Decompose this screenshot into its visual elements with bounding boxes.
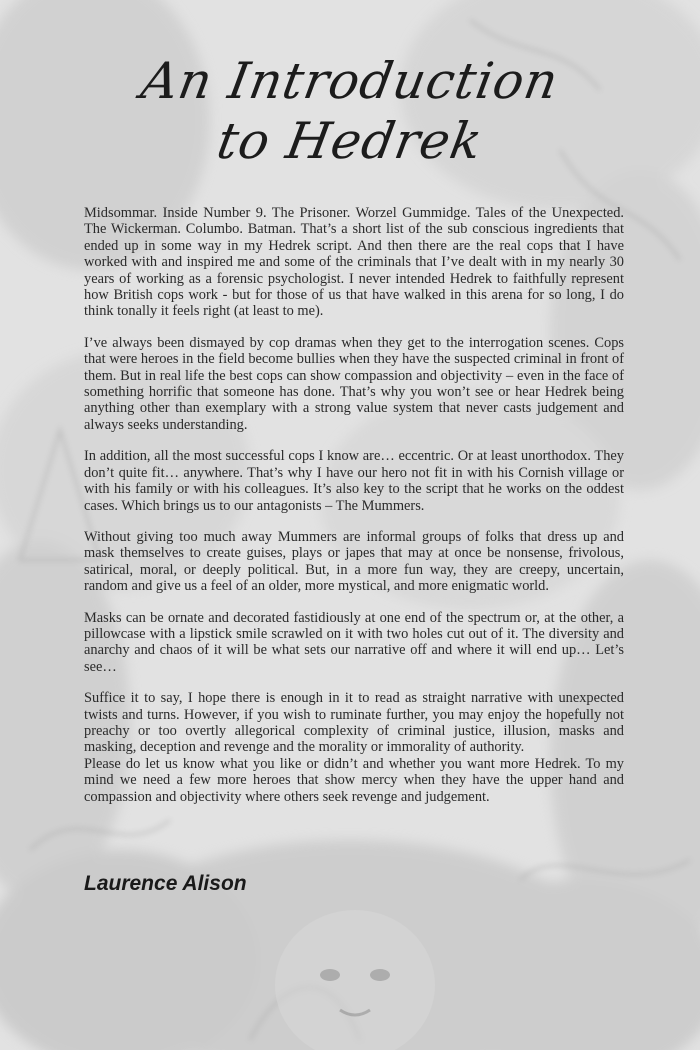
paragraph-5: Masks can be ornate and decorated fastidiously at one end of the spectrum or, at the other, a pillowcase with a lipstick smile scrawled on it with two holes cut out of it. The diversity and anarchy and chaos of it will be what sets our narrative off and where it will end up… Let’s see… — [84, 609, 624, 675]
article-body — [84, 205, 624, 820]
paragraph-2: I’ve always been dismayed by cop dramas when they get to the interrogation scenes. Cops that were heroes in the field become bullies when they have the suspected criminal in front of them. But in real life the best cops can show compassion and objectivity – even in the face of something horrific that someone has done. That’s why you won’t see or hear Hedrek being anything other than exemplary with a strong value system that never casts judgement and always seeks understanding. — [84, 334, 624, 433]
paragraph-3: In addition, all the most successful cops I know are… eccentric. Or at least unorthodox. They don’t quite fit… anywhere. That’s why I have our hero not fit in with his Cornish village or with his family or with his colleagues. It’s also key to the script that he works on the oddest cases. Which brings us to our antagonists – The Mummers. — [84, 448, 624, 514]
paragraph-1: Midsommar. Inside Number 9. The Prisoner. Worzel Gummidge. Tales of the Unexpected. The Wickerman. Columbo. Batman. That’s a short list of the sub conscious ingredients that ended up in some way in my Hedrek script. And then there are the real cops that I have worked with and inspired me and some of the criminals that I’ve dealt with in my nearly 30 years of working as a forensic psychologist. I never intended Hedrek to faithfully represent how British cops work - but for those of us that have walked in this arena for so long, I do think tonally it feels right (at least to me). — [84, 205, 624, 320]
paragraph-6: Suffice it to say, I hope there is enough in it to read as straight narrative with unexpected twists and turns. However, if you wish to ruminate further, you may enjoy the hopefully not preachy or too overtly allegorical complexity of criminal justice, illusion, masks and masking, deception and revenge and the morality or immorality of authority. — [84, 690, 624, 756]
author-signature: Laurence Alison — [84, 872, 247, 895]
paragraph-7: Please do let us know what you like or didn’t and whether you want more Hedrek. To my mind we need a few more heroes that show mercy when they have the upper hand and compassion and objectivity where others seek revenge and judgement. — [84, 755, 624, 805]
title-line-2: to Hedrek — [212, 112, 488, 170]
paragraph-4: Without giving too much away Mummers are informal groups of folks that dress up and mask themselves to create guises, plays or japes that may at once be nonsense, frivolous, satirical, moral, or deeply political. But, in a more fun way, they are creepy, uncertain, random and give us a feel of an older, more mystical, and more enigmatic world. — [84, 528, 624, 595]
title-line-1: An Introduction — [136, 52, 564, 110]
